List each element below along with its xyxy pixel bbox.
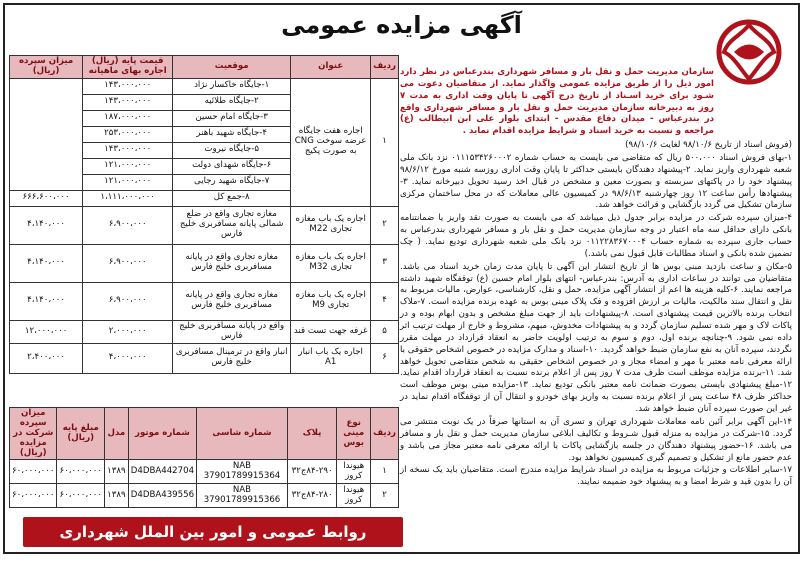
column-header: پلاک xyxy=(287,408,336,460)
paragraph: (فروش اسناد از تاریخ ۹۸/۱۰/۶ لغایت ۹۸/۱۰/۶) xyxy=(625,140,792,151)
column-header: مدل xyxy=(105,408,129,460)
row-title: اجاره هفت جایگاه عرضه سوخت CNG به صورت پکیج xyxy=(291,78,371,206)
base-price: ۶۰،۰۰۰،۰۰۰ xyxy=(57,460,105,484)
paragraph: ۱۴-این آگهی برابر آئین نامه معاملات شهرداری تهران و تسری آن به استانها صرفاً در یک نوبت منتشر می گردد. ۱۵-شرکت در مزایده به منزله قبول شـروط و تکالیف ابلاغی سازمان مدیریت حمل و نقل بار و مسافر می باشد. ۱۶-حضور پیشنهاد دهندگان در جلسه بازگشایی پاکات با ارائه معرفی نامه معتبر مجاز می باشد و عدم حضور مانع از تشکیل و تصمیم گیری کمیسیون نخواهد بود. xyxy=(400,416,793,463)
main-auction-table xyxy=(9,55,399,385)
plate-number: ۸۴-۲۸۰ج۳۲ xyxy=(287,484,336,508)
chassis-number: NAB 37901789915366 xyxy=(197,484,288,508)
table-header-row xyxy=(10,56,399,79)
minibus-type: هیوندا کروز xyxy=(337,484,371,508)
column-header: ردیف xyxy=(371,56,399,79)
minibus-table xyxy=(9,407,399,508)
site-price: ۲۵۳،۰۰۰،۰۰۰ xyxy=(83,126,173,142)
row-title: اجاره یک باب مغازه تجاری M22 xyxy=(291,206,371,244)
site-location: ۵-جایگاه نیروت xyxy=(173,142,291,158)
row-title: اجاره یک باب مغازه تجاری M9 xyxy=(291,282,371,320)
row-price: ۲،۰۰۰،۰۰۰ xyxy=(83,320,173,343)
site-location: ۱-جایگاه خاکسار نژاد xyxy=(173,78,291,94)
column-header: مبلغ پایه (ریال) xyxy=(57,408,105,460)
total-label: ۸-جمع کل xyxy=(173,190,291,206)
paragraph: ۴-میزان سپرده شرکت در مزایده برابر جدول ذیل میباشد که می بایست به صورت نقد واریز یا ضمانتنامه بانکی دارای حداقل سه ماه اعتبار در وجه سازمان مدیریت حمل و نقل بار و مسافر شهرداری بندرعباس به حساب جاری سپرده به شماره حساب ۰۱۱۲۲۸۳۶۷۰۰۰۴ نزد بانک ملی شعبه شهرداری تودیع نماید. ( چک تضمین شده بانکی و اسناد مطالبات قابل قبول نمی باشد.) xyxy=(400,213,792,259)
row-title: اجاره یک باب انبار A1 xyxy=(291,343,371,373)
table-row xyxy=(10,78,399,94)
site-location: ۶-جایگاه شهدای دولت xyxy=(173,158,291,174)
row-title: غرفه جهت تست قند xyxy=(291,320,371,343)
row-number: ۲ xyxy=(371,206,399,244)
chassis-number: NAB 37901789915364 xyxy=(197,460,288,484)
row-location: انبار واقع در ترمینال مسافربری خلیج فارس xyxy=(173,343,291,373)
row-number: ۱ xyxy=(371,78,399,206)
table-row xyxy=(10,282,399,320)
site-price: ۱۸۷،۰۰۰،۰۰۰ xyxy=(83,110,173,126)
paragraph: ۱۷-سایر اطلاعات و جزئیات مربوط به مزایده در اسناد شرایط مزایده مندرج است. متقاضیان باید یک نسخه از آن را بدون قید و شرط امضا و به پیشنهاد خود ضمیمه نمایند. xyxy=(400,465,792,488)
paragraph: ۱-بهای فروش اسناد ۵۰۰،۰۰۰ ریال که متقاضی می بایست به حساب شماره ۰۱۱۱۵۳۴۲۶۰۰۰۲ نزد بانک ملی شعبه شهرداری واریز نماید. ۲-پیشنهاد دهندگان بایستی حداکثر تا پایان وقت اداری روزسه شنبه مورخ ۹۸/۶/۱۲ پیشنهاد خود را در پاکتهای سربسته و بصورت معین و مشخص در قبال اخذ رسید تحویل دبیرخانه نماید. ۳-پیشنهادها رأس ساعت ۱۲ روز چهارشنبه ۹۸/۶/۱۳ در کمیسیون عالی معاملات که در محل ساختمان مرکزی سازمان تشکیل می گردد بازگشایی و قرائت خواهد شد. xyxy=(400,153,792,211)
table-row xyxy=(10,206,399,244)
paragraph: ۵-مکان و ساعت بازدید مبنی بوس ها از تاریخ انتشار این آگهی تا پایان مدت زمان خرید اسناد می باشد. متقاضیان می توانند در ساعات اداری به آدرس: بندرعباس- انتهای بلوار امام حسین (ع) توقفگاه شهید داشته مراجعه نمایند. ۶-کلیه هزینه ها اعم از انتشار آگهی مزایده، حمل و نقل، کارشناسی، عوارض، مالیات مربوط به نقل و انتقال سند مالکیت، مالیات بر ارزش افزوده و فک پلاک مینی بوس به عهده برنده مزایده است. ۷-ملاک انتخاب برنده بالاترین قیمت پیشنهادی است. ۸-پیشنهادات باید از جهت مبلغ مشخص و بدون ابهام بوده و در پاکات لاک و مهر شده تسلیم سازمان گردد و به پیشنهادات مخدوش، مبهم، مشروط و خارج از مهلت ترتیب اثر داده نمی شود. ۹-چنانچه برنده اول، دوم و سوم به ترتیب اولویت حاضر به انعقاد قرارداد در مهلت مقرر نگردند، سپرده آنان به نفع سازمان ضبط خواهد گردید. ۱۰-اسناد و مدارک مزایده در خصوص اشخاص حقوقی با ارائه معرفی نامه معتبر با مهر و امضاء مجاز و در خصوص اشخاص حقیقی به شخص متقاضی تحویل خواهد شد. ۱۱-برنده مزایده موظف است ظرف مدت ۷ روز پس از اعلام برنده نسبت به انعقاد قرارداد اقدام نماید. ۱۲-مبلغ پیشنهادی بایستی بصورت ضمانت نامه معتبر بانکی تودیع نماید. ۱۳-مزایده مینی بوس موظف است حداکثر ظرف ۴۸ ساعت پس از اعلام برنده نسبت به واریز بهای خودرو و انتقال آن از توقفگاه اقدام نماید در غیر این صورت سپرده آنان ضبط خواهد شد. xyxy=(400,261,793,415)
base-price: ۶۰،۰۰۰،۰۰۰ xyxy=(57,484,105,508)
row-number: ۶ xyxy=(371,343,399,373)
intro-paragraph: سازمان مدیریت حمل و نقل بار و مسافر شهرداری بندرعباس در نظر دارد امور ذیل را از طریق مزایده عمومی واگذار نماید. از متقاضیان دعوت می شـود برای خرید اسـناد از تاریخ درج آگهی تا پایان وقت اداری به مدت ۷ روز به دبیرخانه سازمان مدیریت حمل و نقل بار و مسافر شهرداری واقع در بندرعباس - میدان دفاع مقدس - ابتدای بلوار علی ابن ابیطالب (ع) مراجعه و نسبت به خرید اسناد و شرایط مزایده اقدام نماید . xyxy=(400,67,714,137)
row-price: ۴،۰۰۰،۰۰۰ xyxy=(83,343,173,373)
row-location: واقع در پایانه مسافربری خلیج فارس xyxy=(173,320,291,343)
site-price: ۱۲۱،۰۰۰،۰۰۰ xyxy=(83,174,173,190)
column-header: قیمت پایه (ریال) اجاره بهای ماهیانه xyxy=(83,56,173,79)
site-price: ۱۴۳،۰۰۰،۰۰۰ xyxy=(83,78,173,94)
table-row xyxy=(10,460,399,484)
table-header-row xyxy=(10,408,399,460)
row-location: مغازه تجاری واقع در پایانه مسافربری خلیج فارس xyxy=(173,244,291,282)
column-header: ردیف xyxy=(371,408,399,460)
deposit-value: ۶۶۶،۶۰۰،۰۰۰ xyxy=(10,190,83,206)
column-header: موقعیت xyxy=(173,56,291,79)
total-price: ۱،۱۱۱،۰۰۰،۰۰۰ xyxy=(83,190,173,206)
site-price: ۱۴۳،۰۰۰،۰۰۰ xyxy=(83,142,173,158)
footer-banner: روابط عمومی و امور بین الملل شهرداری بندرعباس xyxy=(23,517,403,547)
column-header: شماره شاسی xyxy=(197,408,288,460)
row-price: ۶،۹۰۰،۰۰۰ xyxy=(83,282,173,320)
column-header: عنوان xyxy=(291,56,371,79)
deposit-value: ۲،۴۰۰،۰۰۰ xyxy=(10,343,83,373)
row-price: ۶،۹۰۰،۰۰۰ xyxy=(83,244,173,282)
column-header: نوع مینی بوس xyxy=(337,408,371,460)
table-row xyxy=(10,484,399,508)
table-row xyxy=(10,244,399,282)
row-title: اجاره یک باب مغازه تجاری M32 xyxy=(291,244,371,282)
deposit-value: ۶۰،۰۰۰،۰۰۰ xyxy=(10,484,57,508)
deposit-value: ۴،۱۴۰،۰۰۰ xyxy=(10,206,83,244)
row-number: ۴ xyxy=(371,282,399,320)
row-number: ۳ xyxy=(371,244,399,282)
engine-number: D4DBA439556 xyxy=(128,484,196,508)
row-number: ۵ xyxy=(371,320,399,343)
engine-number: D4DBA442704 xyxy=(128,460,196,484)
plate-number: ۸۴-۲۹۰ج۳۲ xyxy=(287,460,336,484)
advertisement-page xyxy=(3,3,800,571)
site-location: ۷-جایگاه شهید رجایی xyxy=(173,174,291,190)
column-header: میزان سپرده شرکت در مزایده (ریال) xyxy=(10,408,57,460)
model-year: ۱۳۸۹ xyxy=(105,460,129,484)
deposit-value: ۶۰،۰۰۰،۰۰۰ xyxy=(10,460,57,484)
row-number: ۲ xyxy=(371,484,399,508)
deposit-value: ۴،۱۴۰،۰۰۰ xyxy=(10,244,83,282)
model-year: ۱۳۸۹ xyxy=(105,484,129,508)
table-row xyxy=(10,343,399,373)
column-header: شماره موتور xyxy=(128,408,196,460)
announcement-text xyxy=(400,67,792,522)
row-location: مغازه تجاری واقع در پایانه مسافربری خلیج فارس xyxy=(173,282,291,320)
page-title: آگهی مزایده عمومی xyxy=(281,11,522,39)
site-price: ۱۴۳،۰۰۰،۰۰۰ xyxy=(83,94,173,110)
deposit-value: ۱۲،۰۰۰،۰۰۰ xyxy=(10,320,83,343)
site-price: ۱۲۱،۰۰۰،۰۰۰ xyxy=(83,158,173,174)
row-location: مغازه تجاری واقع در ضلع شمالی پایانه مسافربری خلیج فارس xyxy=(173,206,291,244)
minibus-type: هیوندا کروز xyxy=(337,460,371,484)
deposit-value: ۴،۱۴۰،۰۰۰ xyxy=(10,282,83,320)
row-number: ۱ xyxy=(371,460,399,484)
table-row xyxy=(10,320,399,343)
site-location: ۲-جایگاه طلائیه xyxy=(173,94,291,110)
site-location: ۳-جایگاه امام حسین xyxy=(173,110,291,126)
column-header: میزان سپرده (ریال) xyxy=(10,56,83,79)
row-price: ۶،۹۰۰،۰۰۰ xyxy=(83,206,173,244)
site-location: ۴-جایگاه شهید باهنر xyxy=(173,126,291,142)
